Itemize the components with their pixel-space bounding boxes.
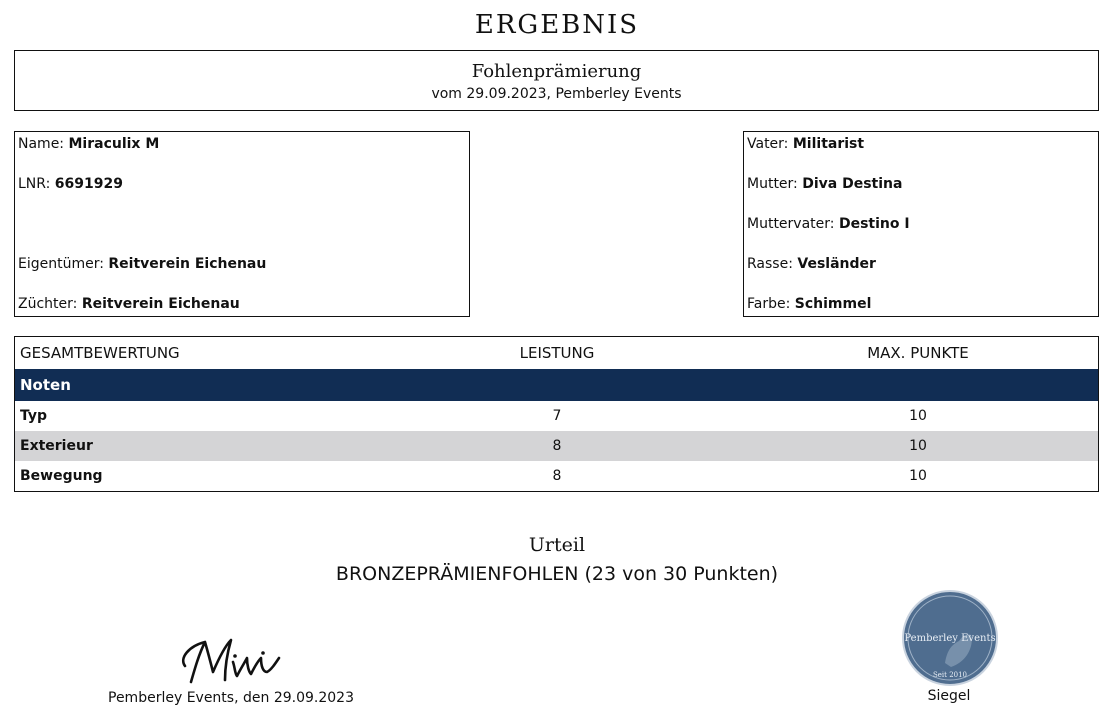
horse-breeder-field <box>18 296 240 312</box>
horse-name-label: Name: <box>18 136 65 152</box>
horse-owner-label: Eigentümer: <box>18 256 104 272</box>
verdict-text: BRONZEPRÄMIENFOHLEN (23 von 30 Punkten) <box>335 563 779 585</box>
sire-field <box>747 136 864 152</box>
horse-lnr-field <box>18 176 123 192</box>
horse-owner-value: Reitverein Eichenau <box>108 256 267 272</box>
damsire-value: Destino I <box>838 216 910 232</box>
breed-label: Rasse: <box>747 256 793 272</box>
coat-color-field <box>747 296 871 312</box>
criterion-name: Exterieur <box>20 438 93 454</box>
dam-field <box>747 176 902 192</box>
criterion-max: 10 <box>909 408 927 424</box>
event-header <box>14 50 1099 111</box>
horse-name-value: Miraculix M <box>68 136 160 152</box>
table-header-row <box>15 337 1098 369</box>
horse-info-box <box>14 131 470 317</box>
horse-breeder-value: Reitverein Eichenau <box>81 296 240 312</box>
score-table <box>14 336 1099 492</box>
event-title: Fohlenprämierung <box>471 61 642 82</box>
horse-owner-field <box>18 256 266 272</box>
criterion-score: 8 <box>552 438 562 454</box>
criterion-name: Bewegung <box>20 468 103 484</box>
svg-text:Pemberley Events: Pemberley Events <box>904 633 996 644</box>
event-subtitle: vom 29.09.2023, Pemberley Events <box>431 86 682 102</box>
dam-value: Diva Destina <box>802 176 903 192</box>
breed-value: Vesländer <box>797 256 876 272</box>
signature-image <box>175 628 287 686</box>
horse-lnr-value: 6691929 <box>54 176 123 192</box>
table-row <box>15 401 1098 431</box>
header-performance: LEISTUNG <box>519 344 595 362</box>
coat-color-label: Farbe: <box>747 296 791 312</box>
svg-text:Seit 2010: Seit 2010 <box>932 671 968 679</box>
seal-label: Siegel <box>927 688 971 704</box>
horse-name-field <box>18 136 159 152</box>
criterion-score: 8 <box>552 468 562 484</box>
criterion-name: Typ <box>20 408 48 424</box>
criterion-max: 10 <box>909 468 927 484</box>
table-row <box>15 461 1098 491</box>
criterion-max: 10 <box>909 438 927 454</box>
horse-lnr-label: LNR: <box>18 176 51 192</box>
section-header-noten <box>15 369 1098 401</box>
table-row <box>15 431 1098 461</box>
header-overall: GESAMTBEWERTUNG <box>20 344 180 362</box>
breed-field <box>747 256 876 272</box>
dam-label: Mutter: <box>747 176 798 192</box>
criterion-score: 7 <box>552 408 562 424</box>
pedigree-box <box>743 131 1099 317</box>
signature-place-date: Pemberley Events, den 29.09.2023 <box>108 690 354 706</box>
section-label: Noten <box>20 376 71 394</box>
sire-label: Vater: <box>747 136 789 152</box>
coat-color-value: Schimmel <box>794 296 872 312</box>
damsire-label: Muttervater: <box>747 216 835 232</box>
sire-value: Militarist <box>792 136 865 152</box>
page-title: ERGEBNIS <box>474 10 640 40</box>
verdict-title: Urteil <box>528 534 586 556</box>
damsire-field <box>747 216 910 232</box>
header-max-points: MAX. PUNKTE <box>867 344 969 362</box>
seal-logo <box>901 589 999 687</box>
horse-breeder-label: Züchter: <box>18 296 78 312</box>
